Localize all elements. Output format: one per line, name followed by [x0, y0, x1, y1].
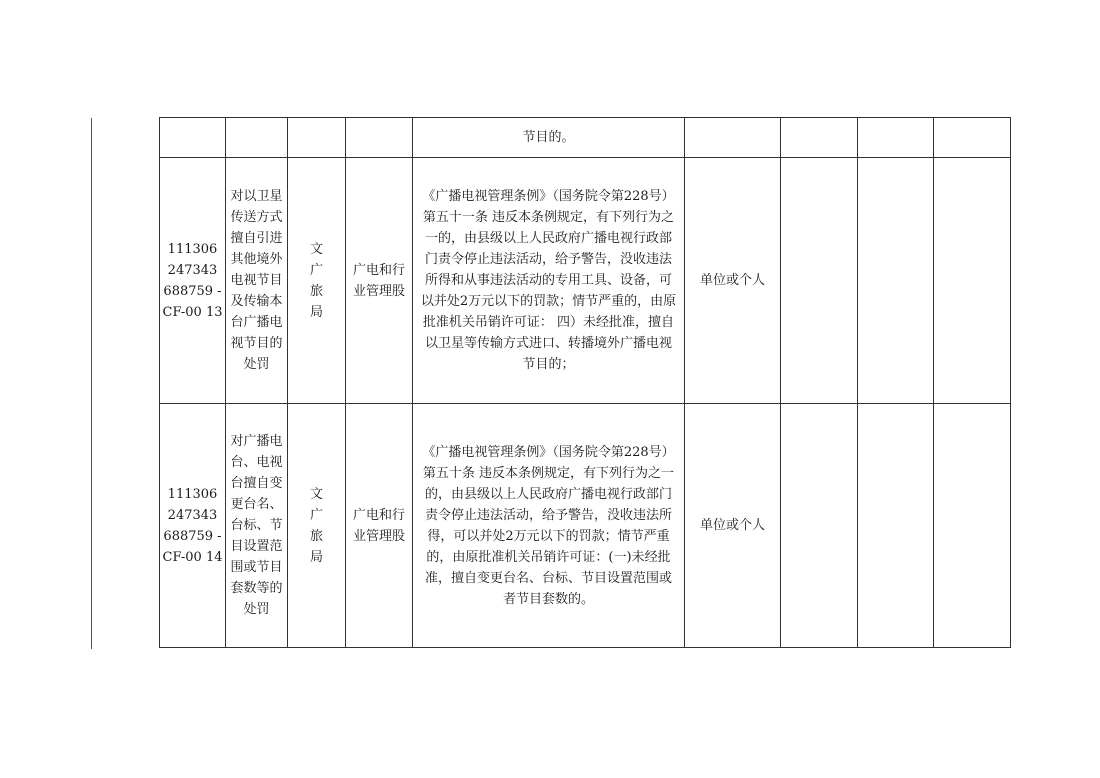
cell-unit: 广电和行业管理股: [346, 158, 413, 404]
table-row: [160, 158, 1011, 404]
cell-code: 111306 247343 688759 -CF-00 14: [160, 404, 226, 648]
cell-empty: [781, 404, 858, 648]
cell-target: 单位或个人: [685, 404, 781, 648]
cell-department: [288, 118, 346, 158]
cell-name: [226, 118, 288, 158]
cell-empty: [934, 118, 1011, 158]
cell-empty: [858, 404, 934, 648]
cell-empty: [934, 404, 1011, 648]
table-row-continued: [160, 118, 1011, 158]
cell-basis: 《广播电视管理条例》（国务院令第228号） 第五十一条 违反本条例规定，有下列行为之一的，由县级以上人民政府广播电视行政部门责令停止违法活动，给予警告，没收违法所得和从事违法活动的专用工具、设备，可以并处2万元以下的罚款；情节严重的，由原批准机关吊销许可证： 四）未经批准，擅自以卫星等传输方式进口、转播境外广播电视节目的；: [413, 158, 685, 404]
cell-unit: [346, 118, 413, 158]
cell-basis: 《广播电视管理条例》（国务院令第228号）第五十条 违反本条例规定，有下列行为之一的，由县级以上人民政府广播电视行政部门责令停止违法活动，给予警告，没收违法所得，可以并处2万元以下的罚款；情节严重的，由原批准机关吊销许可证：(一)未经批准，擅自变更台名、台标、节目设置范围或者节目套数的。: [413, 404, 685, 648]
cell-code: [160, 118, 226, 158]
cell-name: 对广播电台、电视台擅自变更台名、台标、节目设置范围或节目套数等的处罚: [226, 404, 288, 648]
cell-unit: 广电和行业管理股: [346, 404, 413, 648]
cell-empty: [934, 158, 1011, 404]
cell-basis: 节目的。: [413, 118, 685, 158]
cell-department: 文广旅局: [288, 404, 346, 648]
cell-name: 对以卫星传送方式擅自引进其他境外电视节目及传输本台广播电视节目的处罚: [226, 158, 288, 404]
cell-empty: [781, 158, 858, 404]
cell-target: 单位或个人: [685, 158, 781, 404]
cell-empty: [858, 158, 934, 404]
cell-empty: [781, 118, 858, 158]
cell-empty: [858, 118, 934, 158]
cell-code: 111306 247343 688759 -CF-00 13: [160, 158, 226, 404]
table-row: [160, 404, 1011, 648]
page-margin-line: [91, 118, 92, 649]
cell-department: 文广旅局: [288, 158, 346, 404]
penalty-table: [159, 117, 1011, 648]
cell-target: [685, 118, 781, 158]
